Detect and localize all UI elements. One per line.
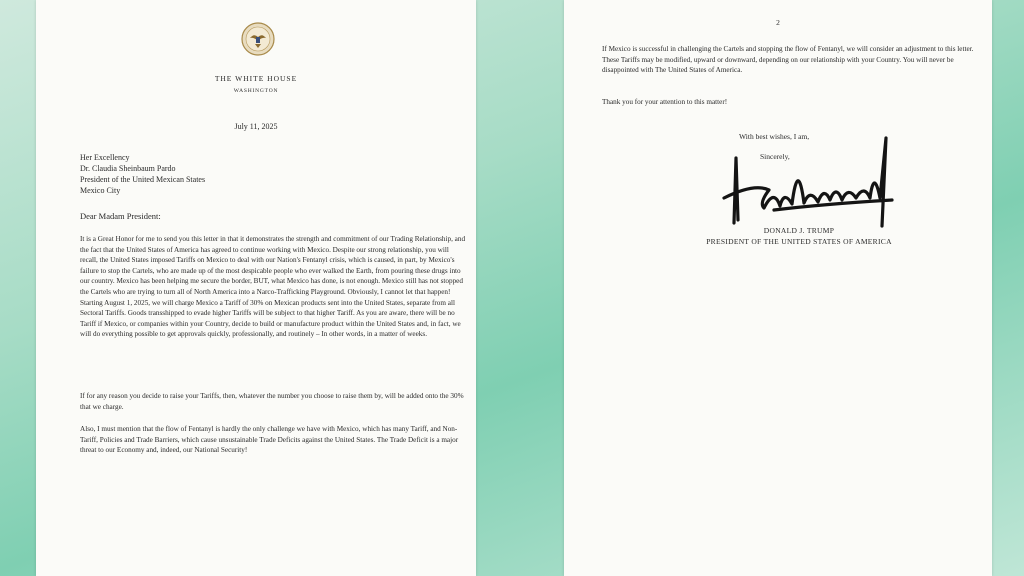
body-paragraph: If for any reason you decide to raise your Tariffs, then, whatever the number you choose to raise them by, will be added onto the 30% that we charge. (80, 392, 464, 411)
letter-date: July 11, 2025 (234, 122, 278, 131)
closing-sincerely: Sincerely, (760, 152, 790, 161)
address-line: Mexico City (80, 186, 121, 195)
body-paragraph: Thank you for your attention to this matter! (602, 98, 728, 106)
salutation: Dear Madam President: (80, 211, 161, 221)
closing-wishes: With best wishes, I am, (739, 132, 810, 141)
address-line: Her Excellency (80, 153, 130, 162)
signer-title: PRESIDENT OF THE UNITED STATES OF AMERICA (706, 237, 892, 246)
letterhead-title: THE WHITE HOUSE (214, 74, 298, 83)
body-paragraph: It is a Great Honor for me to send you this letter in that it demonstrates the strength and commitment of our Trading Relationship, and the fact that the United States of America has agreed to continue working with Mexico. Despite our strong relationship, you will recall, the United States imposed Tariffs on Mexico to deal with our Nation's Fentanyl crisis, which is caused, in part, by Mexico's failure to stop the Cartels, who are made up of the most despicable people who ever walked the Earth, from pouring these drugs into our country. Mexico has been helping me secure the border, BUT, what Mexico has done, is not enough. Mexico still has not stopped the Cartels who are trying to turn all of North America into a Narco-Trafficking Playground. Obviously, I cannot let that happen! Starting August 1, 2025, we will charge Mexico a Tariff of 30% on Mexican products sent into the United States, separate from all Sectoral Tariffs. Goods transshipped to evade higher Tariffs will be subject to that higher Tariff. As you are aware, there will be no Tariff if Mexico, or companies within your Country, decide to build or manufacture product within the United States and, in fact, we will do everything possible to get approvals quickly, professionally, and routinely – In other words, in a matter of weeks. (80, 235, 466, 339)
signature-icon (714, 128, 914, 233)
presidential-seal-icon (241, 22, 275, 56)
signer-name: DONALD J. TRUMP (763, 226, 835, 235)
address-line: Dr. Claudia Sheinbaum Pardo (80, 164, 176, 173)
address-line: President of the United Mexican States (80, 175, 206, 184)
page-number: 2 (776, 18, 780, 27)
recipient-address (80, 152, 205, 196)
body-paragraph: Also, I must mention that the flow of Fentanyl is hardly the only challenge we have with Mexico, which has many Tariff, and Non-Tariff, Policies and Trade Barriers, which cause unsustainable Trade Deficits against the United States. The Trade Deficit is a major threat to our Economy and, indeed, our National Security! (80, 425, 459, 455)
letter-page-2 (564, 0, 992, 576)
letterhead-subtitle: WASHINGTON (233, 88, 279, 94)
letter-page-1 (36, 0, 476, 576)
body-paragraph: If Mexico is successful in challenging the Cartels and stopping the flow of Fentanyl, we will consider an adjustment to this letter. These Tariffs may be modified, upward or downward, depending on our relationship with your Country. You will never be disappointed with The United States of America. (602, 45, 974, 75)
